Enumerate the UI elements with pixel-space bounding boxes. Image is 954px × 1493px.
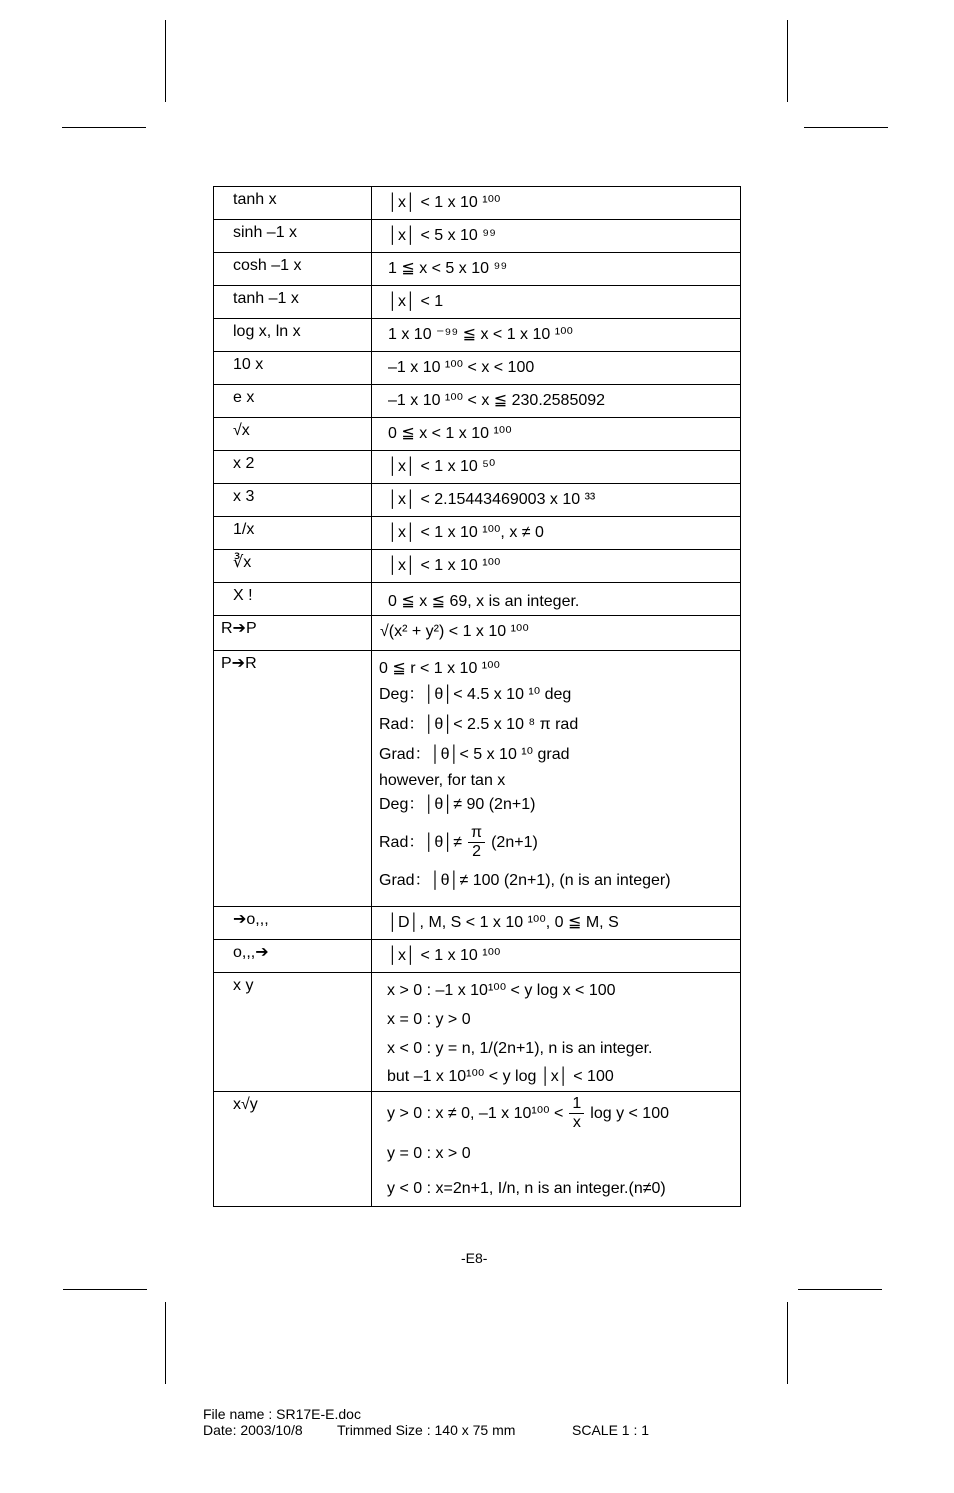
range-cell: –1 x 10 ¹⁰⁰ < x ≦ 230.2585092 <box>372 385 741 418</box>
scale: SCALE 1 : 1 <box>572 1422 650 1438</box>
table-row <box>214 616 741 651</box>
rad-fraction-line: Rad：│θ│≠ $\frac{\pi}{2}$ (2n+1) <box>379 824 538 861</box>
table-row <box>214 451 741 484</box>
crop-mark <box>63 1289 147 1290</box>
range-cell: 0 ≦ r < 1 x 10 ¹⁰⁰ Deg：│θ│< 4.5 x 10 ¹⁰ deg Rad：│θ│< 2.5 x 10 ⁸ π rad Grad：│θ│< 5 x 10 ¹⁰ grad however, for tan x Deg：│θ│≠ 90 (2n+1) Rad：│θ│≠ $\frac{\pi}{2}$ (2n+1) Grad：│θ│≠ 100 (2n+1), (n is an integer) <box>372 651 741 907</box>
range-cell: │x│ < 5 x 10 ⁹⁹ <box>372 220 741 253</box>
page-number: -E8- <box>461 1250 488 1266</box>
table-row <box>214 651 741 907</box>
range-cell: │D│, M, S < 1 x 10 ¹⁰⁰, 0 ≦ M, S <box>372 907 741 940</box>
range-cell: 0 ≦ x < 1 x 10 ¹⁰⁰ <box>372 418 741 451</box>
range-cell: │x│ < 1 x 10 ¹⁰⁰ <box>372 550 741 583</box>
table-row <box>214 583 741 616</box>
range-cell: │x│ < 2.15443469003 x 10 ³³ <box>372 484 741 517</box>
table-row <box>214 550 741 583</box>
function-cell: 10 x <box>214 352 372 385</box>
function-cell: x y <box>214 973 372 1092</box>
range-cell: │x│ < 1 x 10 ¹⁰⁰ <box>372 940 741 973</box>
range-cell: │x│ < 1 x 10 ¹⁰⁰, x ≠ 0 <box>372 517 741 550</box>
table-row <box>214 187 741 220</box>
table-row <box>214 352 741 385</box>
table-row <box>214 973 741 1092</box>
function-cell: tanh x <box>214 187 372 220</box>
function-cell: log x, ln x <box>214 319 372 352</box>
range-cell: 1 x 10 ⁻⁹⁹ ≦ x < 1 x 10 ¹⁰⁰ <box>372 319 741 352</box>
table-row <box>214 940 741 973</box>
table-row <box>214 484 741 517</box>
table-row <box>214 286 741 319</box>
fraction: $\frac{\pi}{2}$ <box>468 824 485 861</box>
range-cell: │x│ < 1 x 10 ¹⁰⁰ <box>372 187 741 220</box>
function-cell: ∛x <box>214 550 372 583</box>
function-cell: X ! <box>214 583 372 616</box>
fraction: $\frac{1}{x}$ <box>569 1095 584 1132</box>
range-cell: │x│ < 1 <box>372 286 741 319</box>
table-row <box>214 418 741 451</box>
fraction-line: y > 0 : x ≠ 0, –1 x 10¹⁰⁰ < $\frac{1}{x}$ log y < 100 <box>387 1095 669 1132</box>
table-row <box>214 253 741 286</box>
table-row <box>214 319 741 352</box>
table-row <box>214 907 741 940</box>
function-cell: P➔R <box>214 651 372 907</box>
file-name: File name : SR17E-E.doc <box>203 1406 361 1422</box>
range-cell: │x│ < 1 x 10 ⁵⁰ <box>372 451 741 484</box>
range-cell: –1 x 10 ¹⁰⁰ < x < 100 <box>372 352 741 385</box>
function-cell: ➔ο,,, <box>214 907 372 940</box>
function-cell: x 3 <box>214 484 372 517</box>
table-row <box>214 517 741 550</box>
input-range-table <box>213 186 741 1207</box>
function-cell: ο,,,➔ <box>214 940 372 973</box>
crop-mark <box>798 1289 882 1290</box>
range-cell: x > 0 : –1 x 10¹⁰⁰ < y log x < 100 x = 0 : y > 0 x < 0 : y = n, 1/(2n+1), n is an integer. but –1 x 10¹⁰⁰ < y log │x│ < 100 <box>372 973 741 1092</box>
range-cell: 0 ≦ x ≦ 69, x is an integer. <box>372 583 741 616</box>
range-cell: y > 0 : x ≠ 0, –1 x 10¹⁰⁰ < $\frac{1}{x}$ log y < 100 y = 0 : x > 0 y < 0 : x=2n+1, I/n, n is an integer.(n≠0) <box>372 1092 741 1207</box>
trimmed-size: Trimmed Size : 140 x 75 mm <box>337 1422 516 1438</box>
function-cell: sinh –1 x <box>214 220 372 253</box>
function-cell: cosh –1 x <box>214 253 372 286</box>
range-cell: √(x² + y²) < 1 x 10 ¹⁰⁰ <box>372 616 741 651</box>
table-row <box>214 220 741 253</box>
document-date: Date: 2003/10/8 <box>203 1422 303 1438</box>
function-cell: 1/x <box>214 517 372 550</box>
crop-mark <box>62 127 146 128</box>
crop-mark <box>787 20 788 102</box>
crop-mark <box>165 1302 166 1384</box>
function-cell: R➔P <box>214 616 372 651</box>
function-cell: e x <box>214 385 372 418</box>
crop-mark <box>165 20 166 102</box>
function-cell: x√y <box>214 1092 372 1207</box>
crop-mark <box>787 1302 788 1384</box>
range-cell: 1 ≦ x < 5 x 10 ⁹⁹ <box>372 253 741 286</box>
table-row <box>214 1092 741 1207</box>
crop-mark <box>804 127 888 128</box>
table-row <box>214 385 741 418</box>
function-cell: √x <box>214 418 372 451</box>
function-cell: tanh –1 x <box>214 286 372 319</box>
function-cell: x 2 <box>214 451 372 484</box>
